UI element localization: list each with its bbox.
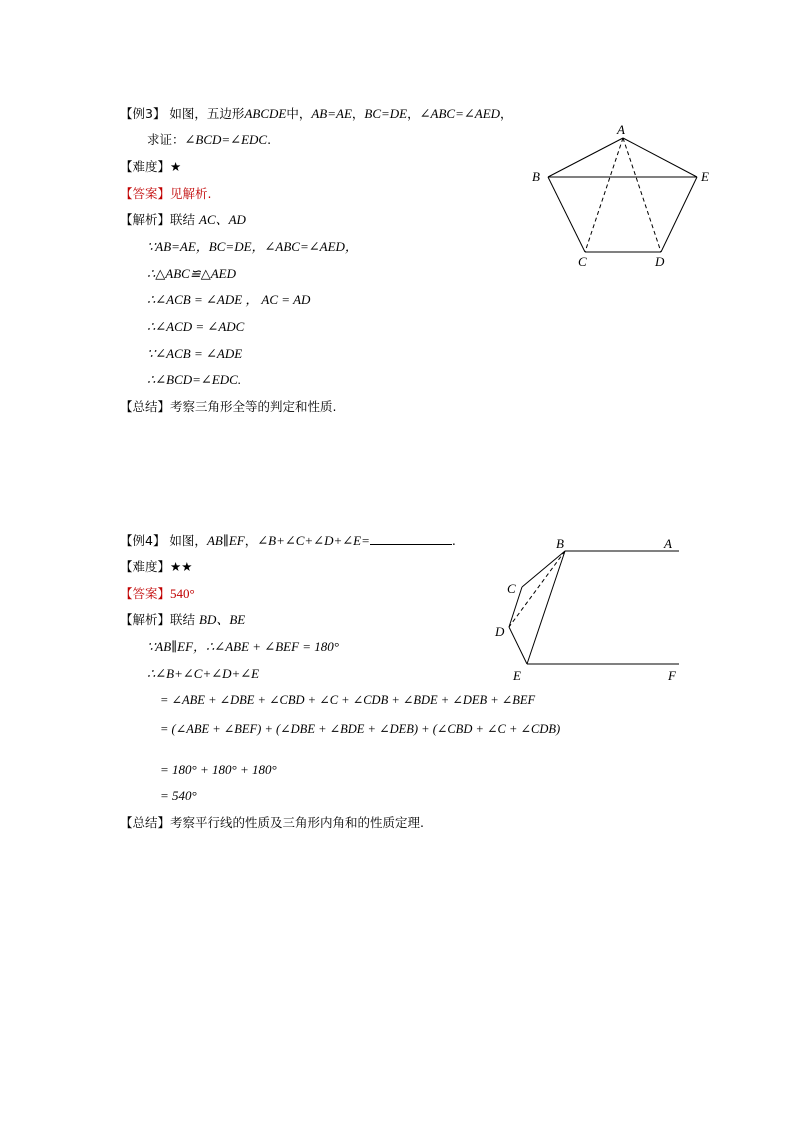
ex3-step-4: ∴∠ACD = ∠ADC <box>147 319 245 334</box>
ex3-step-6: ∴∠BCD=∠EDC. <box>147 372 242 387</box>
ex4-step-4: = (∠ABE + ∠BEF) + (∠DBE + ∠BDE + ∠DEB) + (∠CBD + ∠C + ∠CDB) <box>160 722 561 736</box>
pentagon-label-a: A <box>617 122 625 137</box>
ex3-step-2: ∴△ABC≌△AED <box>147 266 236 281</box>
fig2-label-b: B <box>556 536 564 551</box>
ex3-sep3: ， <box>500 106 513 121</box>
ex3-answer-label: 【答案】 <box>120 186 171 201</box>
ex3-question-line2 <box>147 132 271 148</box>
segment-cd <box>509 587 522 627</box>
ex4-end-period: . <box>451 533 456 548</box>
ex4-answer-label: 【答案】 <box>120 586 171 601</box>
fig2-label-d: D <box>495 624 505 639</box>
ex4-answer <box>120 586 195 602</box>
ex3-question-prefix: 如图，五边形 <box>165 106 245 121</box>
ex3-tag: 【例3】 <box>120 106 166 121</box>
ex3-difficulty-stars: ★ <box>170 159 182 174</box>
ex4-difficulty <box>120 559 192 575</box>
ex3-analysis-prefix: 联结 <box>170 212 199 227</box>
fig2-label-c: C <box>507 581 516 596</box>
ex3-answer <box>120 186 212 202</box>
ex4-summary-text: 考察平行线的性质及三角形内角和的性质定理. <box>170 815 424 830</box>
ex4-analysis-label: 【解析】 <box>120 612 171 627</box>
ex3-cond3: ∠ABC=∠AED <box>419 106 501 121</box>
ex4-question <box>120 533 456 549</box>
ex3-difficulty <box>120 159 181 175</box>
ex3-analysis-segments: AC、AD <box>199 212 246 227</box>
ex3-analysis-label: 【解析】 <box>120 212 171 227</box>
ex4-summary-label: 【总结】 <box>120 815 171 830</box>
dashed-bd <box>509 551 565 627</box>
ex4-answer-text: 540° <box>170 586 195 601</box>
pentagon-edge-ed <box>661 177 697 252</box>
ex4-expression: ∠B+∠C+∠D+∠E= <box>257 533 370 548</box>
ex4-step-1: ∵AB∥EF，∴∠ABE + ∠BEF = 180° <box>147 639 339 654</box>
ex3-pentagon-name: ABCDE <box>244 106 287 121</box>
pentagon-diag-ac <box>585 138 623 252</box>
ex3-summary-text: 考察三角形全等的判定和性质. <box>170 399 337 414</box>
ex3-sep1: ， <box>351 106 365 121</box>
ex4-tag: 【例4】 <box>120 533 166 548</box>
ex4-step-5: = 180° + 180° + 180° <box>160 762 277 777</box>
ex4-step-6: = 540° <box>160 788 197 803</box>
pentagon-label-b: B <box>532 169 540 184</box>
ex3-difficulty-label: 【难度】 <box>120 159 171 174</box>
ex3-question-mid: 中， <box>286 106 312 121</box>
ex4-summary <box>120 815 424 831</box>
segment-de <box>509 627 527 664</box>
ex4-answer-blank <box>370 533 452 545</box>
pentagon-edge-bc <box>548 177 585 252</box>
ex4-difficulty-stars: ★★ <box>170 559 193 574</box>
fig2-label-f: F <box>668 668 676 683</box>
ex3-summary-label: 【总结】 <box>120 399 171 414</box>
segment-be <box>527 551 565 664</box>
pentagon-label-e: E <box>701 169 709 184</box>
ex4-analysis-prefix: 联结 <box>170 612 199 627</box>
pentagon-label-d: D <box>655 254 665 269</box>
ex3-answer-text: 见解析. <box>170 186 212 201</box>
ex4-step-3: = ∠ABE + ∠DBE + ∠CBD + ∠C + ∠CDB + ∠BDE + ∠DEB + ∠BEF <box>160 693 536 707</box>
ex4-difficulty-label: 【难度】 <box>120 559 171 574</box>
ex4-step-2: ∴∠B+∠C+∠D+∠E <box>147 666 260 681</box>
ex3-step-3: ∴∠ACB = ∠ADE ， AC = AD <box>147 292 311 307</box>
ex3-question-line1 <box>120 106 513 122</box>
ex4-question-prefix: 如图， <box>165 533 207 548</box>
ex3-step-5: ∵∠ACB = ∠ADE <box>147 346 243 361</box>
ex4-analysis-segments: BD、BE <box>199 612 246 627</box>
ex3-goal: ∠BCD=∠EDC <box>184 132 268 147</box>
ex3-goal-period: . <box>267 132 272 147</box>
fig2-label-e: E <box>513 668 521 683</box>
ex4-sep: ， <box>244 533 258 548</box>
ex3-cond1: AB=AE <box>311 106 352 121</box>
ex3-prove-label: 求证： <box>147 132 185 147</box>
pentagon-label-c: C <box>578 254 587 269</box>
ex3-analysis <box>120 212 246 228</box>
pentagon-edge-ae <box>623 138 697 177</box>
ex3-cond2: BC=DE <box>364 106 408 121</box>
ex4-analysis <box>120 612 245 628</box>
pentagon-edge-ab <box>548 138 623 177</box>
pentagon-diag-ad <box>623 138 661 252</box>
ex3-step-1: ∵AB=AE，BC=DE，∠ABC=∠AED， <box>147 239 358 254</box>
fig2-label-a: A <box>664 536 672 551</box>
ex3-sep2: ， <box>407 106 420 121</box>
ex4-condition: AB∥EF <box>206 533 245 548</box>
segment-bc <box>522 551 565 587</box>
ex3-summary <box>120 399 337 415</box>
